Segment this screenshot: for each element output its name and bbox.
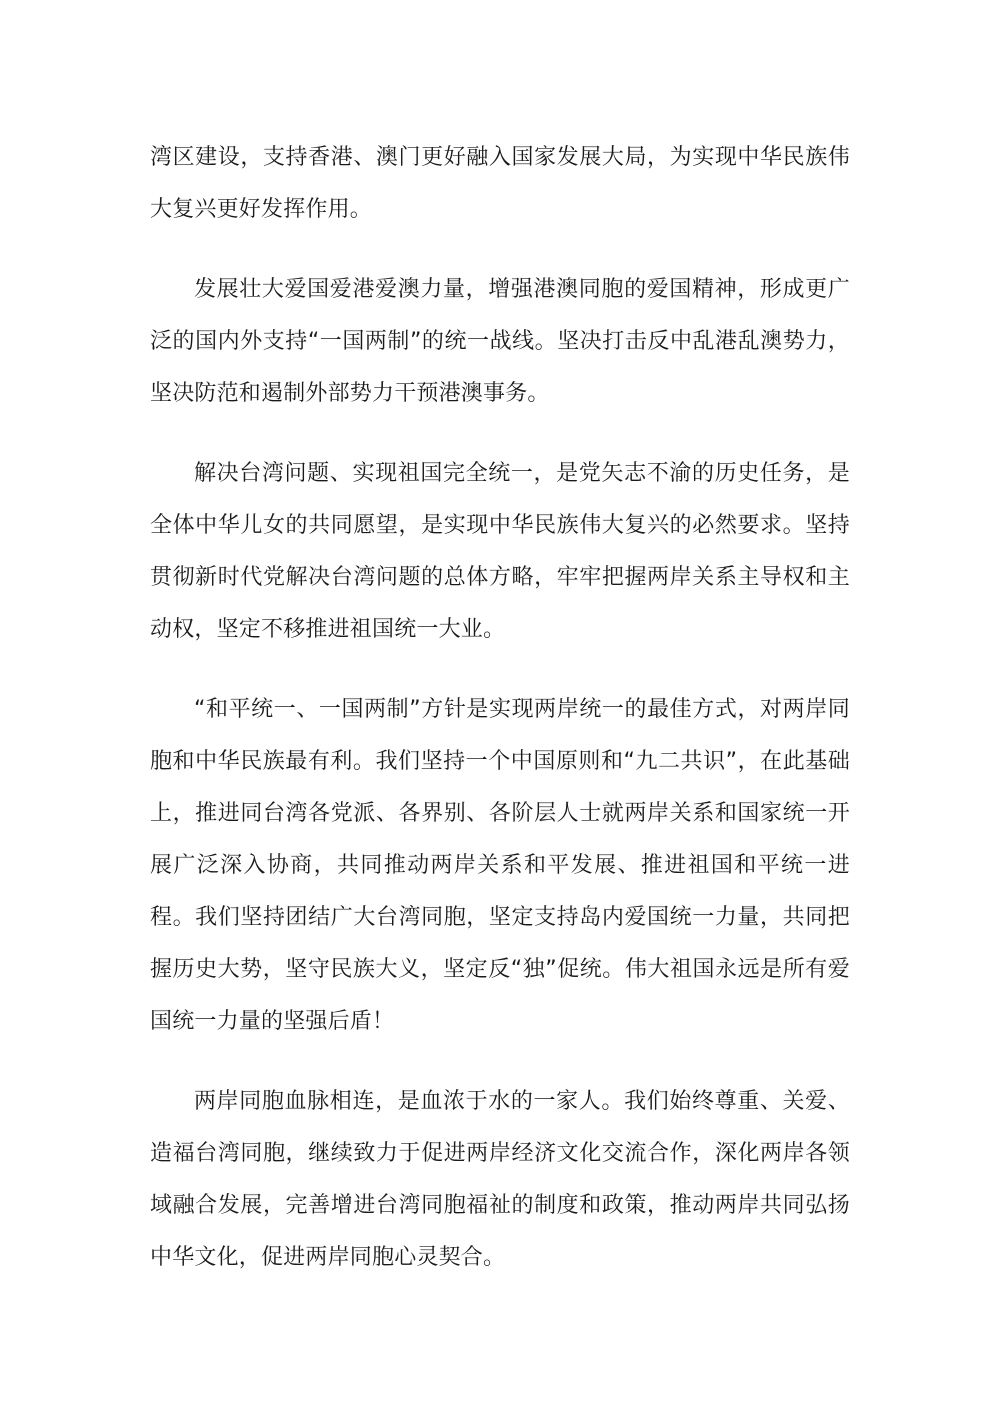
paragraph-3: 解决台湾问题、实现祖国完全统一，是党矢志不渝的历史任务，是全体中华儿女的共同愿望，是实现中华民族伟大复兴的必然要求。坚持贯彻新时代党解决台湾问题的总体方略，牢牢把握两岸关系主导权和主动权，坚定不移推进祖国统一大业。 <box>150 461 850 642</box>
paragraph-1: 湾区建设，支持香港、澳门更好融入国家发展大局，为实现中华民族伟大复兴更好发挥作用。 <box>150 145 850 222</box>
document-page <box>150 132 850 1332</box>
paragraph-2: 发展壮大爱国爱港爱澳力量，增强港澳同胞的爱国精神，形成更广泛的国内外支持“一国两制”的统一战线。坚决打击反中乱港乱澳势力，坚决防范和遏制外部势力干预港澳事务。 <box>150 277 850 406</box>
paragraph-4: “和平统一、一国两制”方针是实现两岸统一的最佳方式，对两岸同胞和中华民族最有利。我们坚持一个中国原则和“九二共识”，在此基础上，推进同台湾各党派、各界别、各阶层人士就两岸关系和国家统一开展广泛深入协商，共同推动两岸关系和平发展、推进祖国和平统一进程。我们坚持团结广大台湾同胞，坚定支持岛内爱国统一力量，共同把握历史大势，坚守民族大义，坚定反“独”促统。伟大祖国永远是所有爱国统一力量的坚强后盾！ <box>150 697 850 1034</box>
paragraph-5: 两岸同胞血脉相连，是血浓于水的一家人。我们始终尊重、关爱、造福台湾同胞，继续致力于促进两岸经济文化交流合作，深化两岸各领域融合发展，完善增进台湾同胞福祉的制度和政策，推动两岸共同弘扬中华文化，促进两岸同胞心灵契合。 <box>150 1089 850 1270</box>
